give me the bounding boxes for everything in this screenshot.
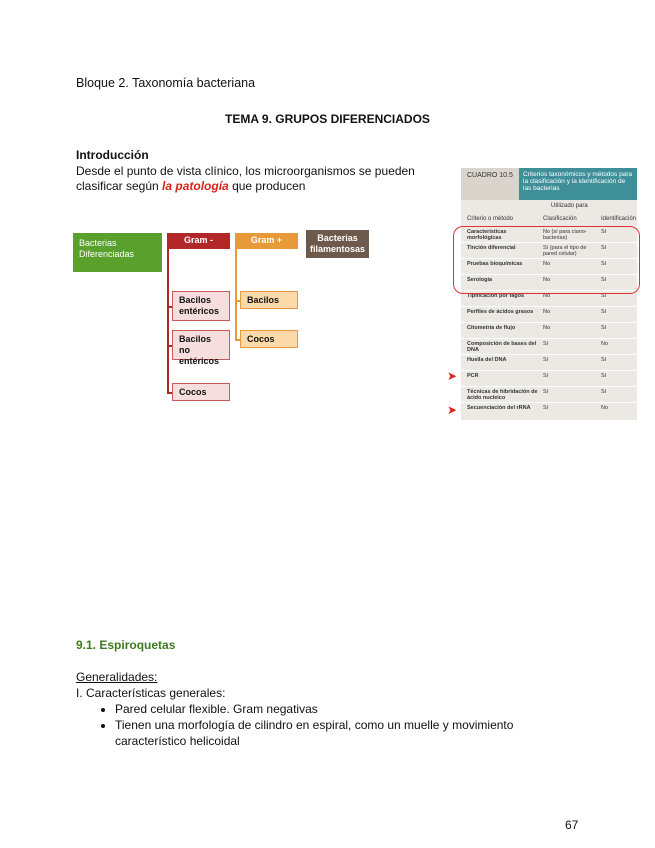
section-heading: 9.1. Espiroquetas [76, 638, 176, 652]
table-row [461, 370, 637, 387]
table-cell: No [543, 293, 551, 299]
bullet-list [96, 701, 535, 749]
table-cell: No [543, 277, 551, 283]
table-cell: Perfiles de ácidos grasos [467, 309, 534, 315]
table-cell: Sí [543, 373, 549, 379]
table-cell: No [543, 261, 551, 267]
table-cell: Serología [467, 277, 493, 283]
table-cell: Técnicas de hibridación de ácido nucleico [467, 389, 538, 401]
table-cell: Tinción diferencial [467, 245, 516, 251]
table-cell: Sí [601, 309, 607, 315]
table-cell: Sí [543, 389, 549, 395]
table-cell: No [601, 341, 609, 347]
caracteristicas-label: I. Características generales: [76, 686, 226, 700]
arrow-icon: ➤ [447, 369, 458, 383]
table-cell: Sí [601, 389, 607, 395]
taxonomy-table-image [461, 168, 637, 420]
table-row [461, 306, 637, 323]
generalidades-heading: Generalidades: [76, 670, 158, 684]
table-cell: Sí [543, 357, 549, 363]
table-cell: Características morfológicas [467, 229, 507, 241]
list-item: • Tienen una morfología de cilindro en espiral, como un muelle y movimiento característico helicoidal [115, 717, 535, 749]
table-cell: Huella del DNA [467, 357, 507, 363]
intro-heading: Introducción [76, 148, 149, 162]
gram-neg-connector [167, 249, 169, 394]
neg-item-cocos: Cocos [172, 383, 230, 401]
pos-item-bacilos: Bacilos [240, 291, 298, 309]
neg-item-bacilos-no-entericos: Bacilos no entéricos [172, 330, 230, 360]
col-header: Criterio o método [467, 216, 514, 222]
neg-item-bacilos-entericos: Bacilos entéricos [172, 291, 230, 321]
table-cell: Secuenciación del rRNA [467, 405, 531, 411]
table-cell: Sí [601, 373, 607, 379]
table-row [461, 338, 637, 355]
used-for-label: Utilizado para [551, 203, 588, 209]
col-header: Identificación [601, 216, 637, 222]
highlight-text: la patología [162, 179, 229, 193]
table-row [461, 386, 637, 403]
table-cell: Sí [601, 293, 607, 299]
table-cell: No [601, 405, 609, 411]
table-cell: No [543, 309, 551, 315]
table-cell: Sí [601, 229, 607, 235]
gram-pos-connector [235, 249, 237, 340]
pos-item-cocos: Cocos [240, 330, 298, 348]
col-header: Clasificación [543, 216, 577, 222]
page-number: 67 [565, 818, 579, 832]
classification-diagram [70, 226, 380, 406]
chapter-title: TEMA 9. GRUPOS DIFERENCIADOS [225, 112, 430, 126]
gram-positive-box: Gram + [235, 233, 298, 249]
table-cell: No [543, 325, 551, 331]
table-row [461, 322, 637, 339]
table-cell: Sí (para el tipo de pared celular) [543, 245, 587, 257]
table-cell: PCR [467, 373, 479, 379]
page-header: Bloque 2. Taxonomía bacteriana [76, 76, 256, 90]
filamentosas-box: Bacterias filamentosas [306, 230, 369, 258]
table-cell: Pruebas bioquímicas [467, 261, 523, 267]
table-cell: Composición de bases del DNA [467, 341, 537, 353]
table-cell: Sí [601, 245, 607, 251]
table-cell: Sí [601, 325, 607, 331]
table-header [461, 168, 637, 200]
intro-paragraph: Desde el punto de vista clínico, los microorganismos se pueden clasificar según la patología que producen [76, 164, 415, 193]
root-box: Bacterias Diferenciadas [73, 233, 162, 272]
table-cell: Sí [601, 277, 607, 283]
table-cell: Sí [601, 261, 607, 267]
table-cell: Sí [543, 341, 549, 347]
table-label: CUADRO 10.5 [461, 168, 519, 200]
arrow-icon: ➤ [447, 403, 458, 417]
table-cell: Sí [543, 405, 549, 411]
list-item: • Pared celular flexible. Gram negativas [115, 701, 535, 717]
table-row [461, 354, 637, 371]
table-row [461, 402, 637, 419]
table-title: Criterios taxonómicos y métodos para la clasificación y la identificación de las bacterias [519, 168, 637, 200]
table-cell: Tipificación por fagos [467, 293, 525, 299]
table-cell: Sí [601, 357, 607, 363]
gram-negative-box: Gram - [167, 233, 230, 249]
highlight-circle [453, 226, 640, 294]
table-cell: No (sí para ciano-bacterias) [543, 229, 587, 241]
table-cell: Citometría de flujo [467, 325, 516, 331]
